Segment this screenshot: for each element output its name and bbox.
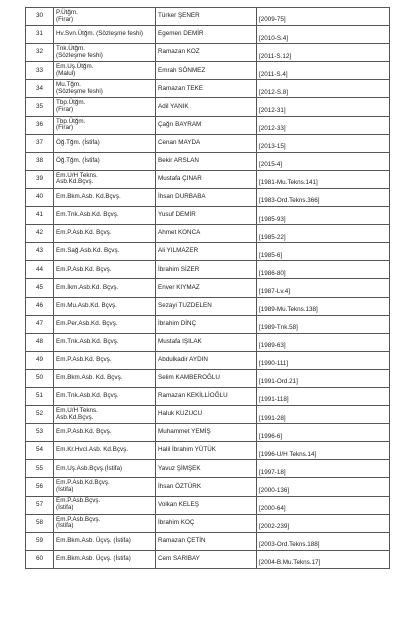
table-row [26,134,390,152]
person-name-cell: Mustafa IŞILAK [156,333,257,351]
row-number: 39 [26,170,54,188]
row-number: 32 [26,44,54,62]
table-row [26,26,390,44]
table-row [26,170,390,188]
rank-status-cell: Em.Kr.Hvcl.Asb. Kd.Bçvş. [54,442,156,460]
rank-status-cell: Em.P.Asb.Bçvş. (İstifa) [54,496,156,514]
table-row [26,261,390,279]
record-code-cell: [2010-S.4] [257,26,390,44]
table-row [26,369,390,387]
rank-status-cell: Mu.Tğm. (Sözleşme feshi) [54,80,156,98]
rank-status-cell: Em.P.Asb.Kd. Bçvş. [54,261,156,279]
person-name-cell: Cem SARIBAY [156,550,257,568]
person-name-cell: İhsan DURBABA [156,188,257,206]
record-code-cell: [1989-Mu.Tekns.138] [257,297,390,315]
record-code-cell: [1981-Mu.Tekns.141] [257,170,390,188]
table-body [26,8,390,569]
person-name-cell: Cenan MAYDA [156,134,257,152]
rank-status-cell: Em.U/H Tekns. Asb.Kd.Bçvş. [54,170,156,188]
person-name-cell: İbrahim KOÇ [156,514,257,532]
row-number: 41 [26,207,54,225]
person-name-cell: Abdulkadir AYDIN [156,351,257,369]
personnel-table [25,7,390,569]
row-number: 33 [26,62,54,80]
person-name-cell: İbrahim DİNÇ [156,315,257,333]
person-name-cell: Mustafa ÇINAR [156,170,257,188]
table-row [26,44,390,62]
row-number: 59 [26,532,54,550]
person-name-cell: Emrah SÖNMEZ [156,62,257,80]
row-number: 57 [26,496,54,514]
table-row [26,207,390,225]
record-code-cell: [2011-S.12] [257,44,390,62]
record-code-cell: [2004-B.Mu.Tekns.17] [257,550,390,568]
record-code-cell: [2012-33] [257,116,390,134]
table-row [26,333,390,351]
table-row [26,460,390,478]
record-code-cell: [1985-22] [257,225,390,243]
person-name-cell: Ali YILMAZER [156,243,257,261]
person-name-cell: İhsan ÖZTÜRK [156,478,257,496]
table-row [26,442,390,460]
table-row [26,98,390,116]
row-number: 34 [26,80,54,98]
person-name-cell: Ahmet KONCA [156,225,257,243]
row-number: 54 [26,442,54,460]
person-name-cell: Egemen DEMİR [156,26,257,44]
record-code-cell: [2012-31] [257,98,390,116]
rank-status-cell: Em.Sağ.Asb.Kd. Bçvş. [54,243,156,261]
rank-status-cell: Em.P.Asb.Kd. Bçvş. [54,351,156,369]
record-code-cell: [2013-15] [257,134,390,152]
rank-status-cell: Öğ.Tğm. (İstifa) [54,134,156,152]
record-code-cell: [1997-18] [257,460,390,478]
rank-status-cell: Em.P.Asb.Kd.Bçvş. (İstifa) [54,478,156,496]
rank-status-cell: Em.İkm.Asb.Kd. Bçvş. [54,279,156,297]
record-code-cell: [1996-6] [257,424,390,442]
row-number: 47 [26,315,54,333]
row-number: 44 [26,261,54,279]
row-number: 40 [26,188,54,206]
rank-status-cell: Em.Tnk.Asb.Kd. Bçvş. [54,387,156,405]
row-number: 49 [26,351,54,369]
table-row [26,315,390,333]
record-code-cell: [2000-136] [257,478,390,496]
rank-status-cell: Em.P.Asb.Bçvş. (İstifa) [54,514,156,532]
person-name-cell: Türker ŞENER [156,8,257,26]
row-number: 48 [26,333,54,351]
person-name-cell: Ramazan KEKİLLİOĞLU [156,387,257,405]
rank-status-cell: Tbp.Ütğm. (Firar) [54,98,156,116]
rank-status-cell: Em.Bkm.Asb. Kd.Bçvş. [54,188,156,206]
record-code-cell: [1991-28] [257,406,390,424]
record-code-cell: [2000-64] [257,496,390,514]
table-row [26,550,390,568]
table-row [26,152,390,170]
row-number: 38 [26,152,54,170]
rank-status-cell: Em.Uş.Asb.Bçvş.(İstifa) [54,460,156,478]
person-name-cell: Selim KAMBEROĞLU [156,369,257,387]
row-number: 35 [26,98,54,116]
table-row [26,188,390,206]
table-row [26,225,390,243]
row-number: 45 [26,279,54,297]
table-row [26,387,390,405]
table-row [26,8,390,26]
record-code-cell: [2003-Ord.Tekns.188] [257,532,390,550]
row-number: 36 [26,116,54,134]
row-number: 56 [26,478,54,496]
record-code-cell: [1985-93] [257,207,390,225]
record-code-cell: [2009-75] [257,8,390,26]
row-number: 50 [26,369,54,387]
record-code-cell: [2015-4] [257,152,390,170]
table-row [26,496,390,514]
rank-status-cell: Em.Tnk.Asb.Kd. Bçvş. [54,333,156,351]
record-code-cell: [1996-U/H Tekns.14] [257,442,390,460]
rank-status-cell: Em.Tnk.Asb.Kd. Bçvş. [54,207,156,225]
row-number: 46 [26,297,54,315]
table-row [26,80,390,98]
person-name-cell: Halil İbrahim YÜTÜK [156,442,257,460]
record-code-cell: [1990-111] [257,351,390,369]
record-code-cell: [2002-239] [257,514,390,532]
rank-status-cell: Em.Bkm.Asb. Kd. Bçvş. [54,369,156,387]
record-code-cell: [2011-S.4] [257,62,390,80]
row-number: 53 [26,424,54,442]
table-row [26,514,390,532]
record-code-cell: [2012-S.8] [257,80,390,98]
rank-status-cell: Em.Bkm.Asb. Üçvş. (İstifa) [54,550,156,568]
row-number: 51 [26,387,54,405]
record-code-cell: [1985-6] [257,243,390,261]
rank-status-cell: Öğ.Tğm. (İstifa) [54,152,156,170]
rank-status-cell: Em.Per.Asb.Kd. Bçvş. [54,315,156,333]
rank-status-cell: Tnk.Ütğm. (Sözleşme feshi) [54,44,156,62]
record-code-cell: [1989-Tnk.58] [257,315,390,333]
person-name-cell: Yusuf DEMİR [156,207,257,225]
person-name-cell: Ramazan TEKE [156,80,257,98]
row-number: 42 [26,225,54,243]
table-row [26,62,390,80]
table-row [26,424,390,442]
row-number: 58 [26,514,54,532]
person-name-cell: Haluk KUZUCU [156,406,257,424]
person-name-cell: Ramazan KOZ [156,44,257,62]
record-code-cell: [1991-118] [257,387,390,405]
person-name-cell: Enver KIYMAZ [156,279,257,297]
rank-status-cell: Em.Mu.Asb.Kd. Bçvş. [54,297,156,315]
record-code-cell: [1987-Lv.4] [257,279,390,297]
person-name-cell: Adil YANIK [156,98,257,116]
table-row [26,297,390,315]
table-row [26,116,390,134]
record-code-cell: [1986-80] [257,261,390,279]
table-row [26,351,390,369]
table-row [26,279,390,297]
rank-status-cell: Em.Bkm.Asb. Üçvş. (İstifa) [54,532,156,550]
row-number: 43 [26,243,54,261]
record-code-cell: [1983-Ord.Tekns.366] [257,188,390,206]
table-row [26,532,390,550]
rank-status-cell: Tbp.Ütğm. (Firar) [54,116,156,134]
row-number: 55 [26,460,54,478]
row-number: 60 [26,550,54,568]
table-row [26,243,390,261]
person-name-cell: Muhammet YEMİŞ [156,424,257,442]
person-name-cell: Çağrı BAYRAM [156,116,257,134]
table-row [26,478,390,496]
person-name-cell: Ramazan ÇETİN [156,532,257,550]
person-name-cell: Yavuz ŞİMŞEK [156,460,257,478]
person-name-cell: Bekir ARSLAN [156,152,257,170]
rank-status-cell: Em.U/H Tekns. Asb.Kd.Bçvş. [54,406,156,424]
rank-status-cell: Em.P.Asb.Kd. Bçvş. [54,225,156,243]
person-name-cell: Volkan KELEŞ [156,496,257,514]
row-number: 52 [26,406,54,424]
record-code-cell: [1989-63] [257,333,390,351]
rank-status-cell: P.Ütğm. (Firar) [54,8,156,26]
person-name-cell: İbrahim SİZER [156,261,257,279]
record-code-cell: [1991-Ord.21] [257,369,390,387]
rank-status-cell: Hv.Svn.Ütğm. (Sözleşme feshi) [54,26,156,44]
row-number: 30 [26,8,54,26]
rank-status-cell: Em.Uş.Ütğm. (Malul) [54,62,156,80]
rank-status-cell: Em.P.Asb.Kd. Bçvş. [54,424,156,442]
row-number: 37 [26,134,54,152]
row-number: 31 [26,26,54,44]
person-name-cell: Sezayi TUZDELEN [156,297,257,315]
table-row [26,406,390,424]
